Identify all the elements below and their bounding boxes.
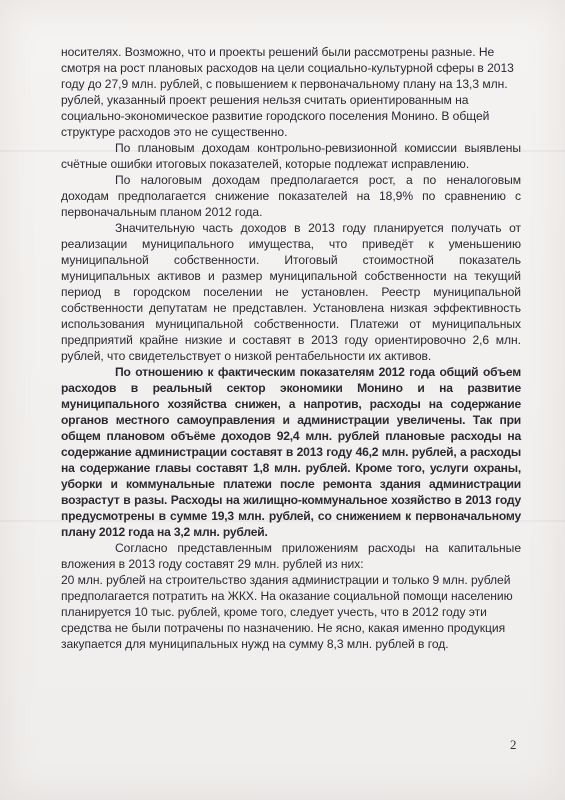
paragraph-5-bold: По отношению к фактическим показателям 2012 года общий объем расходов в реальный сектор экономики Монино и на развитие муниципального хозяйства снижен, а напротив, расходы на содержание органов местного самоуправления и администрации увеличены. Так при общем плановом объёме доходов 92,4 млн. рублей плановые расходы на содержание администрации составят в 2013 году 46,2 млн. рублей, а расходы на содержание главы составят 1,8 млн. рублей. Кроме того, услуги охраны, уборки и коммунальные платежи после ремонта здания администрации возрастут в разы. Расходы на жилищно-коммунальное хозяйство в 2013 году предусмотрены в сумме 19,3 млн. рублей, со снижением к первоначальному плану 2012 года на 3,2 млн. рублей. [61, 365, 521, 539]
paragraph-3: По налоговым доходам предполагается рост, а по неналоговым доходам предполагается снижение показателей на 18,9% по сравнению с первоначальным планом 2012 года. [61, 173, 521, 219]
paragraph-6: Согласно представленным приложениям расходы на капитальные вложения в 2013 году составят 29 млн. рублей из них: [61, 541, 521, 571]
paragraph-4: Значительную часть доходов в 2013 году планируется получать от реализации муниципального имущества, что приведёт к уменьшению муниципальной собственности. Итоговый стоимостной показатель муниципальных активов и размер муниципальной собственности на текущий период в городском поселении не установлен. Реестр муниципальной собственности депутатам не представлен. Установлена низкая эффективность использования муниципальной собственности. Платежи от муниципальных предприятий крайне низкие и составят в 2013 году ориентировочно 2,6 млн. рублей, что свидетельствует о низкой рентабельности их активов. [61, 221, 521, 363]
page-number: 2 [510, 737, 517, 752]
paragraph-1: носителях. Возможно, что и проекты решений были рассмотрены разные. Не смотря на рост плановых расходов на цели социально-культурной сферы в 2013 году до 27,9 млн. рублей, с повышением к первоначальному плану на 13,3 млн. рублей, указанный проект решения нельзя считать ориентированным на социально-экономическое развитие городского поселения Монино. В общей структуре расходов это не существенно. [61, 45, 514, 139]
paragraph-7: 20 млн. рублей на строительство здания администрации и только 9 млн. рублей предполагается потратить на ЖКХ. На оказание социальной помощи населению планируется 10 тыс. рублей, кроме того, следует учесть, что в 2012 году эти средства не были потрачены по назначению. Не ясно, какая именно продукция закупается для муниципальных нужд на сумму 8,3 млн. рублей в год. [61, 573, 513, 651]
paragraph-2: По плановым доходам контрольно-ревизионной комиссии выявлены счётные ошибки итоговых показателей, которые подлежат исправлению. [61, 141, 521, 171]
document-body [61, 44, 521, 652]
